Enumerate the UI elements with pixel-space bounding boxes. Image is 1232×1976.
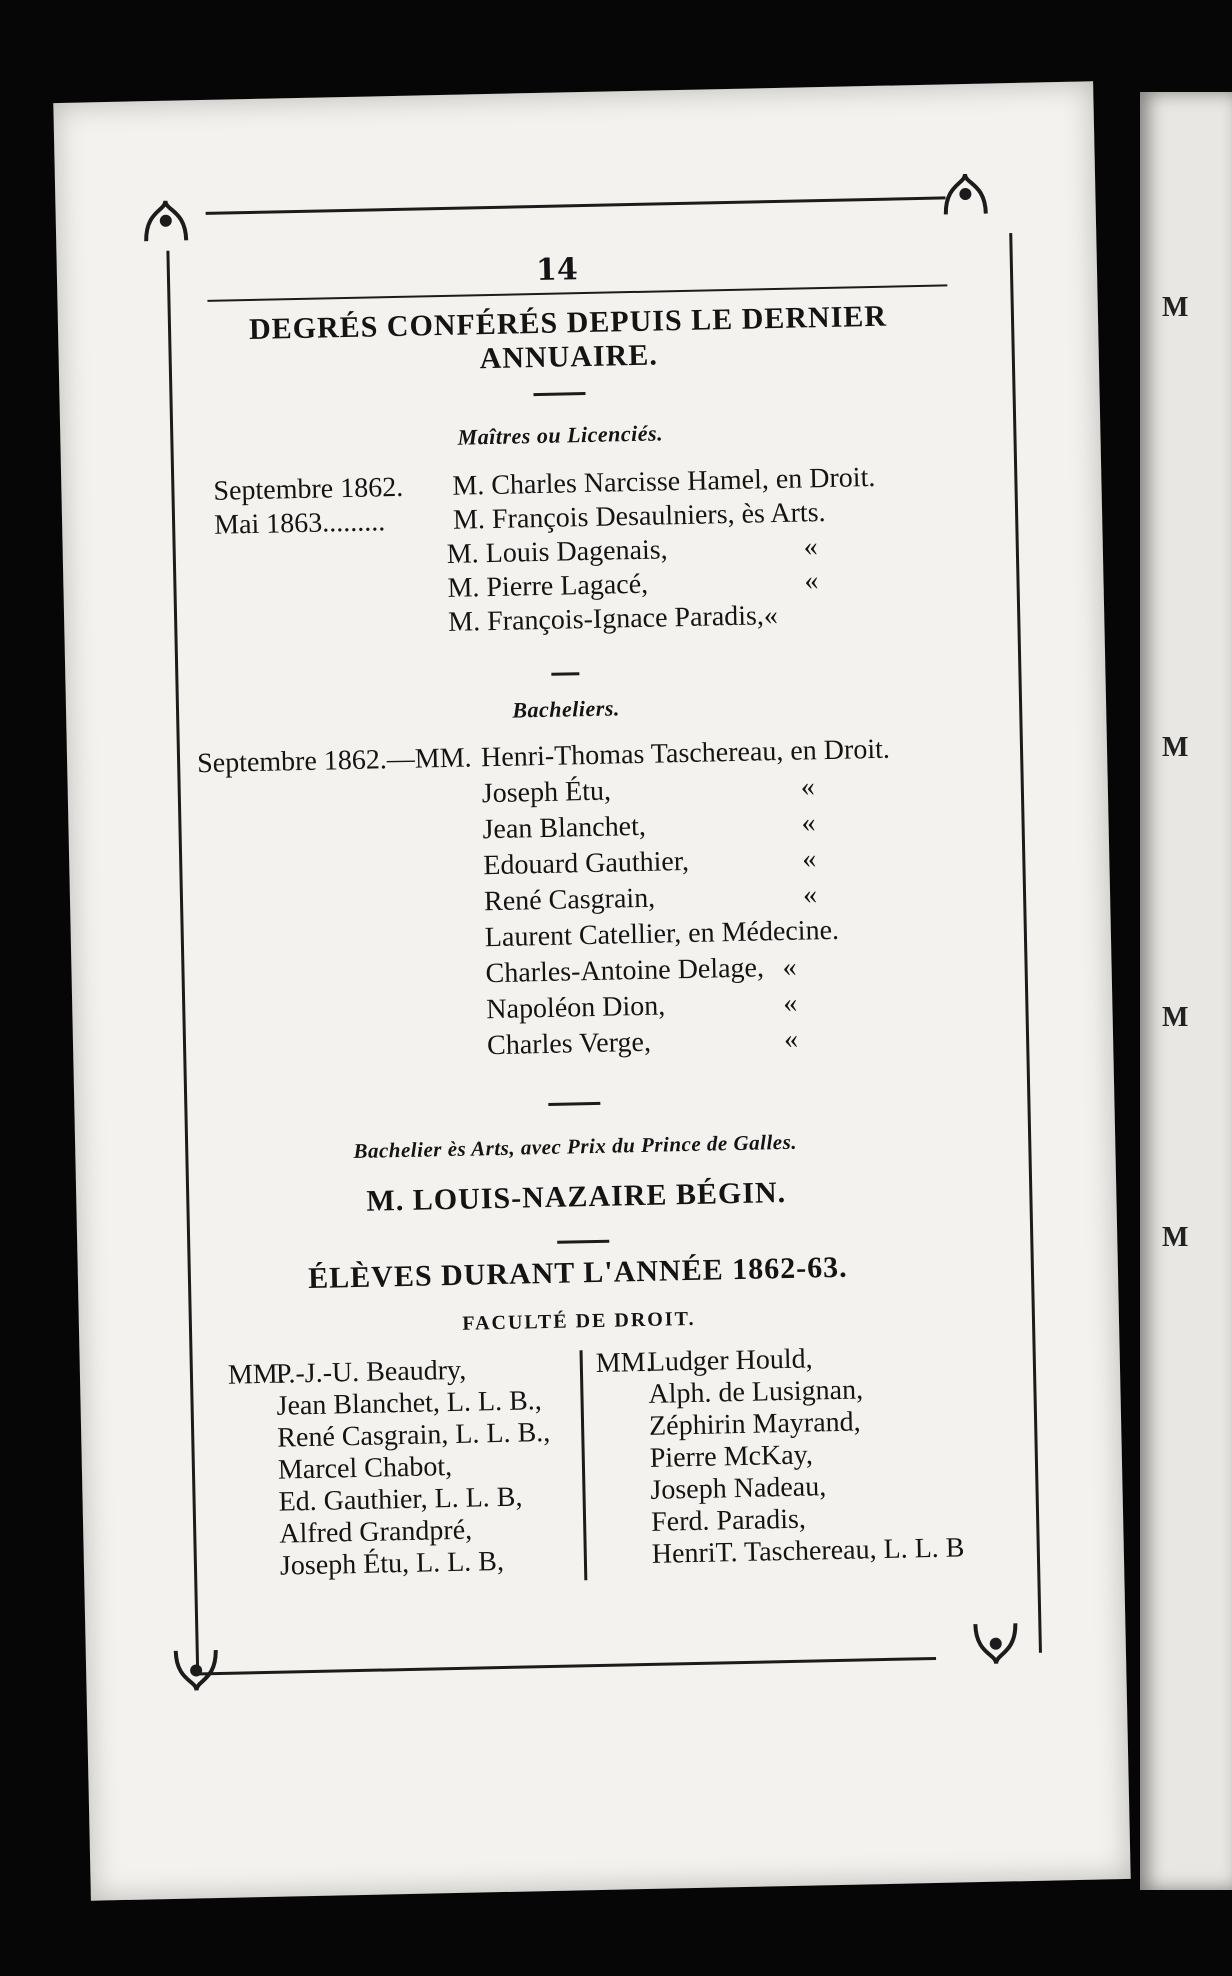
ditto-mark: « [782,987,798,1019]
ditto-mark: « [782,951,797,984]
masters-date: Septembre 1862. [213,471,404,507]
masters-name: M. François-Ignace Paradis, [447,600,765,638]
bachelors-name: Edouard Gauthier, [483,845,690,882]
student-name: Zéphirin Mayrand, [648,1406,861,1442]
page-heading: DEGRÉS CONFÉRÉS DEPUIS LE DERNIER ANNUAIRE. [248,299,888,376]
ditto-mark: « [801,807,816,839]
page-number: 14 [535,252,579,289]
students-right-list [647,1340,964,1570]
prize-winner: M. LOUIS-NAZAIRE BÉGIN. [366,1175,787,1218]
masters-name: M. Louis Dagenais, [446,534,668,570]
student-name: Joseph Étu, L. L. B, [279,1545,505,1582]
student-name: Alfred Grandpré, [278,1514,473,1550]
bachelors-name: Joseph Étu, [481,775,612,810]
student-name: René Casgrain, L. L. B., [276,1416,551,1454]
ditto-mark: « [803,531,819,563]
ditto-mark: « [800,771,816,803]
student-name: P.-J.-U. Beaudry, [275,1354,467,1390]
corner-ornament-icon [935,163,996,224]
corner-ornament-icon [965,1613,1026,1674]
bachelors-name: Charles Verge, [486,1026,652,1062]
next-page-fragment: M [1162,1002,1189,1033]
student-name: HenriT. Taschereau, L. L. B [651,1532,965,1570]
masters-title: Maîtres ou Licenciés. [457,420,664,450]
ditto-mark: « [804,565,819,597]
prize-title: Bachelier ès Arts, avec Prix du Prince de Galles. [353,1129,798,1164]
student-name: Ferd. Paradis, [650,1503,807,1538]
student-name: Joseph Nadeau, [650,1471,827,1506]
students-right-prefix: MM. [595,1346,653,1379]
student-name: Jean Blanchet, L. L. B., [276,1385,543,1422]
bachelors-row [485,952,797,991]
bachelors-row [487,1024,799,1063]
next-page-fragment: M [1162,1222,1189,1253]
masters-name: M. Charles Narcisse Hamel, en Droit. [452,461,876,502]
student-name: Pierre McKay, [649,1439,814,1474]
masters-name: M. Pierre Lagacé, [447,568,649,604]
student-name: Alph. de Lusignan, [648,1374,864,1410]
top-rule [206,196,946,214]
bachelors-name: Napoléon Dion, [486,990,666,1026]
bachelors-name: Jean Blanchet, [482,810,647,846]
student-name: Marcel Chabot, [277,1451,453,1486]
students-left-prefix: MM. [227,1358,286,1391]
students-title: ÉLÈVES DURANT L'ANNÉE 1862-63. [307,1250,848,1296]
divider [551,672,579,676]
ditto-mark: « [783,1023,799,1055]
bachelors-name: Charles-Antoine Delage, [485,952,765,990]
book-page [53,81,1130,1900]
students-left-list [276,1353,554,1583]
ditto-mark: « [801,843,817,875]
bachelors-name: Henri-Thomas Taschereau, en Droit. [480,733,891,774]
corner-ornament-icon [166,1640,227,1701]
next-page-fragment: M [1162,292,1189,323]
bachelors-name: René Casgrain, [483,882,656,918]
masters-name: M. François Desaulniers, ès Arts. [452,497,826,536]
bachelors-date: Septembre 1862.—MM. [196,742,472,780]
masters-date: Mai 1863......... [213,506,386,541]
next-page-fragment: M [1162,732,1189,763]
faculty-title: FACULTÉ DE DROIT. [462,1307,696,1335]
bachelors-name: Laurent Catellier, en Médecine. [484,914,840,954]
next-page-edge [1140,92,1232,1890]
ditto-mark: « [763,600,779,632]
bachelors-title: Bacheliers. [512,695,621,723]
ditto-mark: « [802,879,818,911]
student-name: Ed. Gauthier, L. L. B, [278,1481,523,1518]
corner-ornament-icon [135,190,196,251]
student-name: Ludger Hould, [647,1343,813,1378]
bachelors-row [486,988,798,1027]
